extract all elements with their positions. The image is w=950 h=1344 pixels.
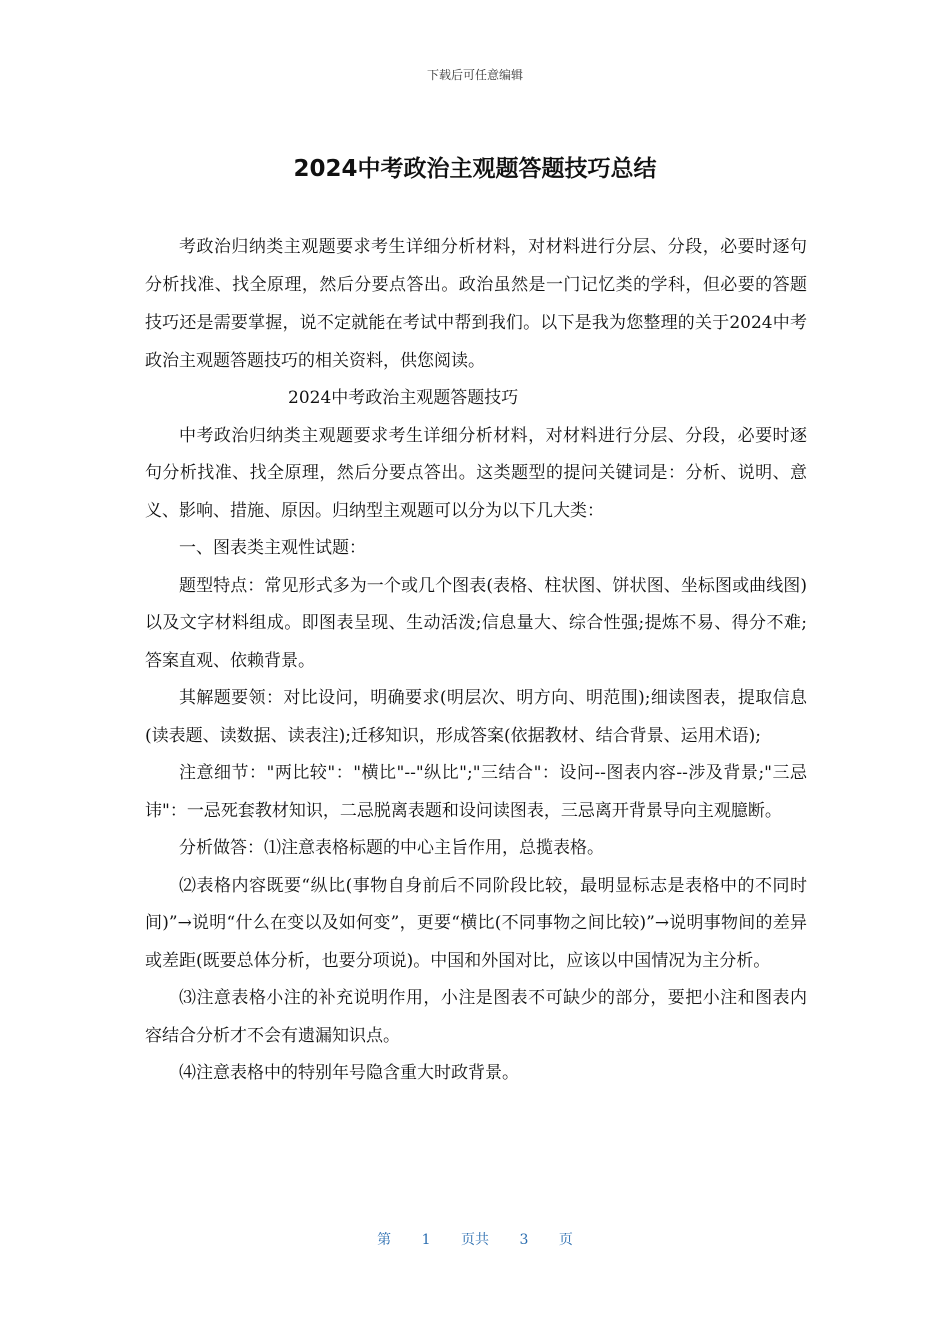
paragraph: ⑶注意表格小注的补充说明作用，小注是图表不可缺少的部分，要把小注和图表内容结合分析才不会有遗漏知识点。 xyxy=(145,988,807,1046)
footer-mid: 页共 xyxy=(461,1232,489,1248)
page-footer xyxy=(0,1229,950,1249)
section-subtitle: 2024中考政治主观题答题技巧 xyxy=(288,388,519,408)
document-body xyxy=(145,228,807,1093)
footer-prefix: 第 xyxy=(377,1232,392,1248)
paragraph: 其解题要领：对比设问，明确要求(明层次、明方向、明范围);细读图表，提取信息(读表题、读数据、读表注);迁移知识，形成答案(依据教材、结合背景、运用术语); xyxy=(145,688,807,746)
header-note: 下载后可任意编辑 xyxy=(426,68,523,82)
current-page-number: 1 xyxy=(421,1232,431,1248)
paragraph: 分析做答：⑴注意表格标题的中心主旨作用，总揽表格。 xyxy=(179,838,604,858)
footer-suffix: 页 xyxy=(558,1232,573,1248)
section-heading: 一、图表类主观性试题： xyxy=(179,538,366,558)
total-page-count: 3 xyxy=(519,1232,529,1248)
paragraph: ⑵表格内容既要“纵比(事物自身前后不同阶段比较，最明显标志是表格中的不同时间)”→说明“什么在变以及如何变”，更要“横比(不同事物之间比较)”→说明事物间的差异或差距(既要总体分析，也要分项说)。中国和外国对比，应该以中国情况为主分析。 xyxy=(145,875,807,971)
document-title: 2024中考政治主观题答题技巧总结 xyxy=(293,156,657,182)
paragraph: ⑷注意表格中的特别年号隐含重大时政背景。 xyxy=(179,1063,519,1083)
paragraph: 注意细节："两比较"："横比"--"纵比";"三结合"：设问--图表内容--涉及背景;"三忌讳"：一忌死套教材知识，二忌脱离表题和设问读图表，三忌离开背景导向主观臆断。 xyxy=(145,763,807,821)
paragraph: 中考政治归纳类主观题要求考生详细分析材料，对材料进行分层、分段，必要时逐句分析找准、找全原理，然后分要点答出。这类题型的提问关键词是：分析、说明、意义、影响、措施、原因。归纳型主观题可以分为以下几大类： xyxy=(145,425,807,521)
paragraph: 题型特点：常见形式多为一个或几个图表(表格、柱状图、饼状图、坐标图或曲线图)以及文字材料组成。即图表呈现、生动活泼;信息量大、综合性强;提炼不易、得分不难;答案直观、依赖背景。 xyxy=(145,575,807,671)
intro-paragraph: 考政治归纳类主观题要求考生详细分析材料，对材料进行分层、分段，必要时逐句分析找准、找全原理，然后分要点答出。政治虽然是一门记忆类的学科，但必要的答题技巧还是需要掌握，说不定就能在考试中帮到我们。以下是我为您整理的关于2024中考政治主观题答题技巧的相关资料，供您阅读。 xyxy=(145,237,807,371)
